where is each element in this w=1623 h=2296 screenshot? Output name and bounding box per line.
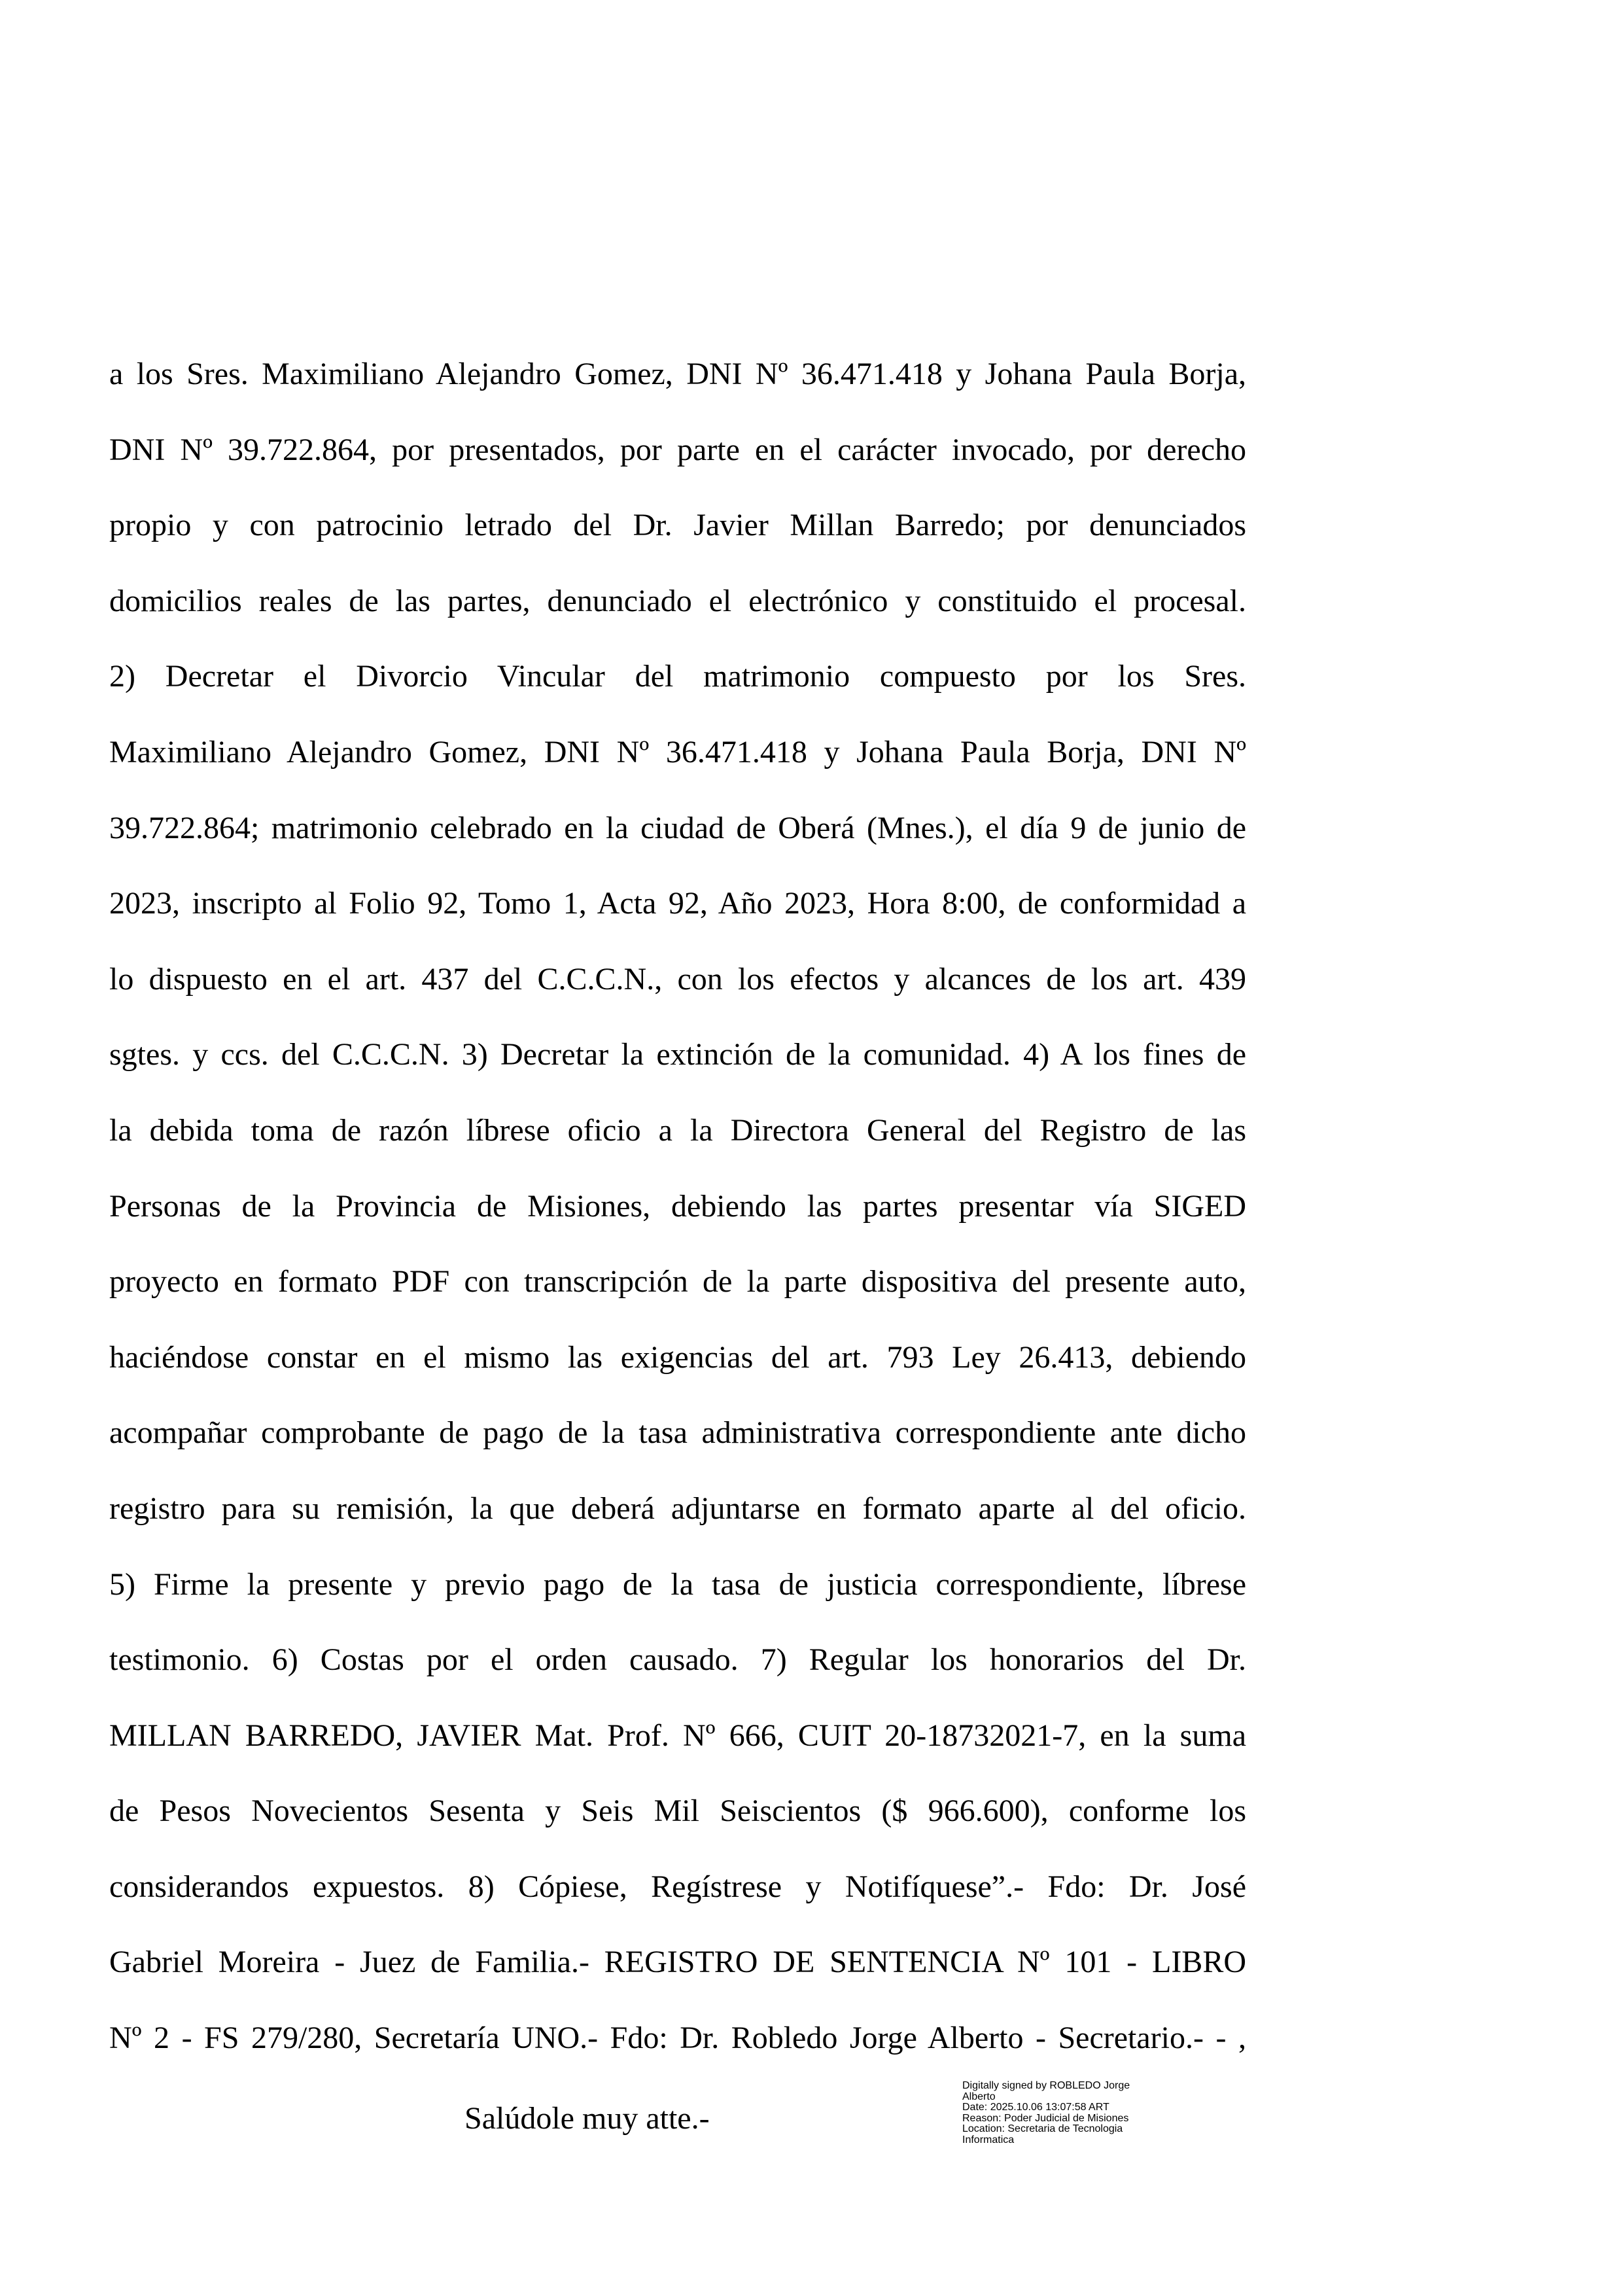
text-line: 39.722.864; matrimonio celebrado en la ciudad de Oberá (Mnes.), el día 9 de junio de — [109, 810, 1246, 845]
closing-salutation: Salúdole muy atte.- — [464, 2101, 710, 2136]
text-line: a los Sres. Maximiliano Alejandro Gomez, DNI Nº 36.471.418 y Johana Paula Borja, — [109, 357, 1246, 391]
stamp-reason: Reason: Poder Judicial de Misiones — [962, 2112, 1129, 2124]
text-line: sgtes. y ccs. del C.C.C.N. 3) Decretar la extinción de la comunidad. 4) A los fines de — [109, 1037, 1246, 1072]
text-line: testimonio. 6) Costas por el orden causado. 7) Regular los honorarios del Dr. — [109, 1642, 1246, 1678]
text-line: domicilios reales de las partes, denunciado el electrónico y constituido el procesal. — [109, 583, 1246, 618]
text-line: registro para su remisión, la que deberá adjuntarse en formato aparte al del oficio. — [109, 1491, 1246, 1526]
text-line: Nº 2 - FS 279/280, Secretaría UNO.- Fdo: Dr. Robledo Jorge Alberto - Secretario.- - , — [109, 2021, 1246, 2056]
text-line: considerandos expuestos. 8) Cópiese, Regístrese y Notifíquese”.- Fdo: Dr. José — [109, 1869, 1246, 1904]
stamp-location-cont: Informatica — [962, 2134, 1015, 2146]
text-line: 5) Firme la presente y previo pago de la tasa de justicia correspondiente, líbrese — [109, 1566, 1246, 1602]
text-line: propio y con patrocinio letrado del Dr. Javier Millan Barredo; por denunciados — [109, 508, 1246, 543]
digital-signature-stamp — [962, 2081, 1130, 2146]
text-line: Maximiliano Alejandro Gomez, DNI Nº 36.471.418 y Johana Paula Borja, DNI Nº — [109, 734, 1246, 769]
text-line: 2023, inscripto al Folio 92, Tomo 1, Acta 92, Año 2023, Hora 8:00, de conformidad a — [109, 886, 1246, 921]
text-line: de Pesos Novecientos Sesenta y Seis Mil Seiscientos ($ 966.600), conforme los — [109, 1793, 1246, 1829]
text-line: haciéndose constar en el mismo las exigencias del art. 793 Ley 26.413, debiendo — [109, 1339, 1246, 1375]
stamp-date: Date: 2025.10.06 13:07:58 ART — [962, 2102, 1109, 2113]
text-line: MILLAN BARREDO, JAVIER Mat. Prof. Nº 666, CUIT 20-18732021-7, en la suma — [109, 1718, 1246, 1753]
text-line: DNI Nº 39.722.864, por presentados, por parte en el carácter invocado, por derecho — [109, 432, 1246, 467]
text-line: 2) Decretar el Divorcio Vincular del matrimonio compuesto por los Sres. — [109, 659, 1246, 694]
text-line: proyecto en formato PDF con transcripción de la parte dispositiva del presente auto, — [109, 1264, 1246, 1299]
text-line: Gabriel Moreira - Juez de Familia.- REGISTRO DE SENTENCIA Nº 101 - LIBRO — [109, 1945, 1246, 1980]
text-line: acompañar comprobante de pago de la tasa administrativa correspondiente ante dicho — [109, 1415, 1246, 1451]
text-line: la debida toma de razón líbrese oficio a la Directora General del Registro de las — [109, 1112, 1246, 1148]
stamp-signed-by: Digitally signed by ROBLEDO Jorge — [962, 2080, 1130, 2091]
document-body — [109, 336, 1246, 2076]
stamp-location: Location: Secretaria de Tecnologia — [962, 2123, 1123, 2134]
stamp-signed-by-cont: Alberto — [962, 2091, 996, 2102]
text-line: Personas de la Provincia de Misiones, debiendo las partes presentar vía SIGED — [109, 1188, 1246, 1224]
text-line: lo dispuesto en el art. 437 del C.C.C.N., con los efectos y alcances de los art. 439 — [109, 961, 1246, 997]
